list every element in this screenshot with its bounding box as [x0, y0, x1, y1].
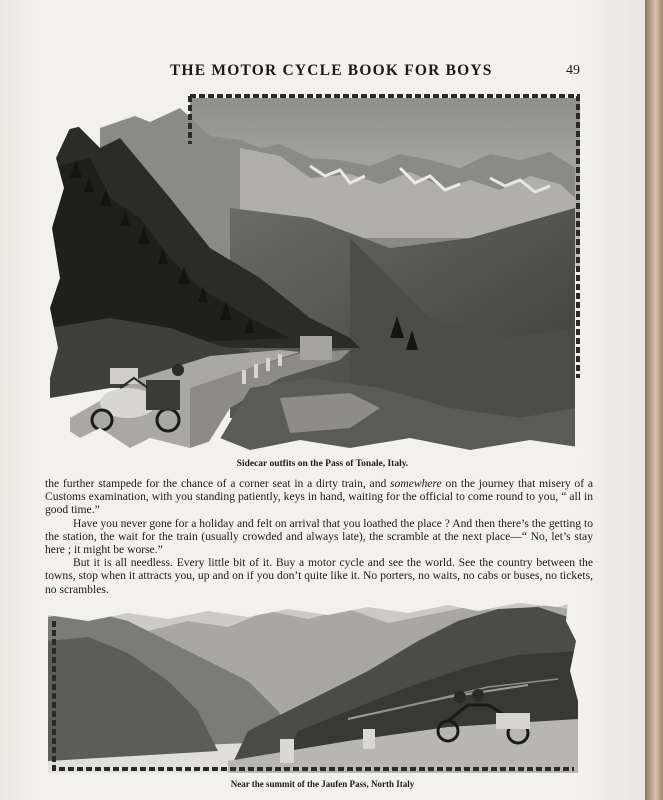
paragraph-3: But it is all needless. Every little bit of it. Buy a motor cycle and see the world. See the country between the towns, stop when it attracts you, up and on if you don’t quite like it. No porters, no waits, no cabs or buses, no tickets, no scrambles. [45, 556, 593, 596]
running-title: THE MOTOR CYCLE BOOK FOR BOYS [170, 62, 493, 79]
page-number: 49 [566, 63, 580, 78]
caption-jaufen-pass: Near the summit of the Jaufen Pass, North Italy [230, 779, 415, 789]
paragraph-1 [45, 477, 593, 517]
page-header [0, 62, 645, 82]
paragraph-1-emphasis: somewhere [390, 477, 442, 490]
paragraph-2: Have you never gone for a holiday and felt on arrival that you loathed the place ? And then there’s the getting to the station, the wait for the train (usually crowded and always late), the scramble at the next place—“ No, let’s stay here ; it might be worse.” [45, 516, 593, 557]
photo-pass-of-tonale [50, 88, 585, 456]
body-text [45, 477, 593, 596]
photo-tonale-image [50, 88, 585, 456]
caption-pass-of-tonale: Sidecar outfits on the Pass of Tonale, Italy. [236, 459, 409, 469]
paragraph-1-end: on the journey that misery of a Customs examination, with you standing patiently, keys in hand, waiting for the official to come round to you, “ all in good time.” [45, 477, 593, 517]
photo-jaufen-pass [48, 601, 578, 773]
paragraph-1-start: the further stampede for the chance of a corner seat in a dirty train, and [45, 477, 391, 490]
book-spine [645, 0, 663, 800]
photo-jaufen-image [48, 601, 578, 773]
